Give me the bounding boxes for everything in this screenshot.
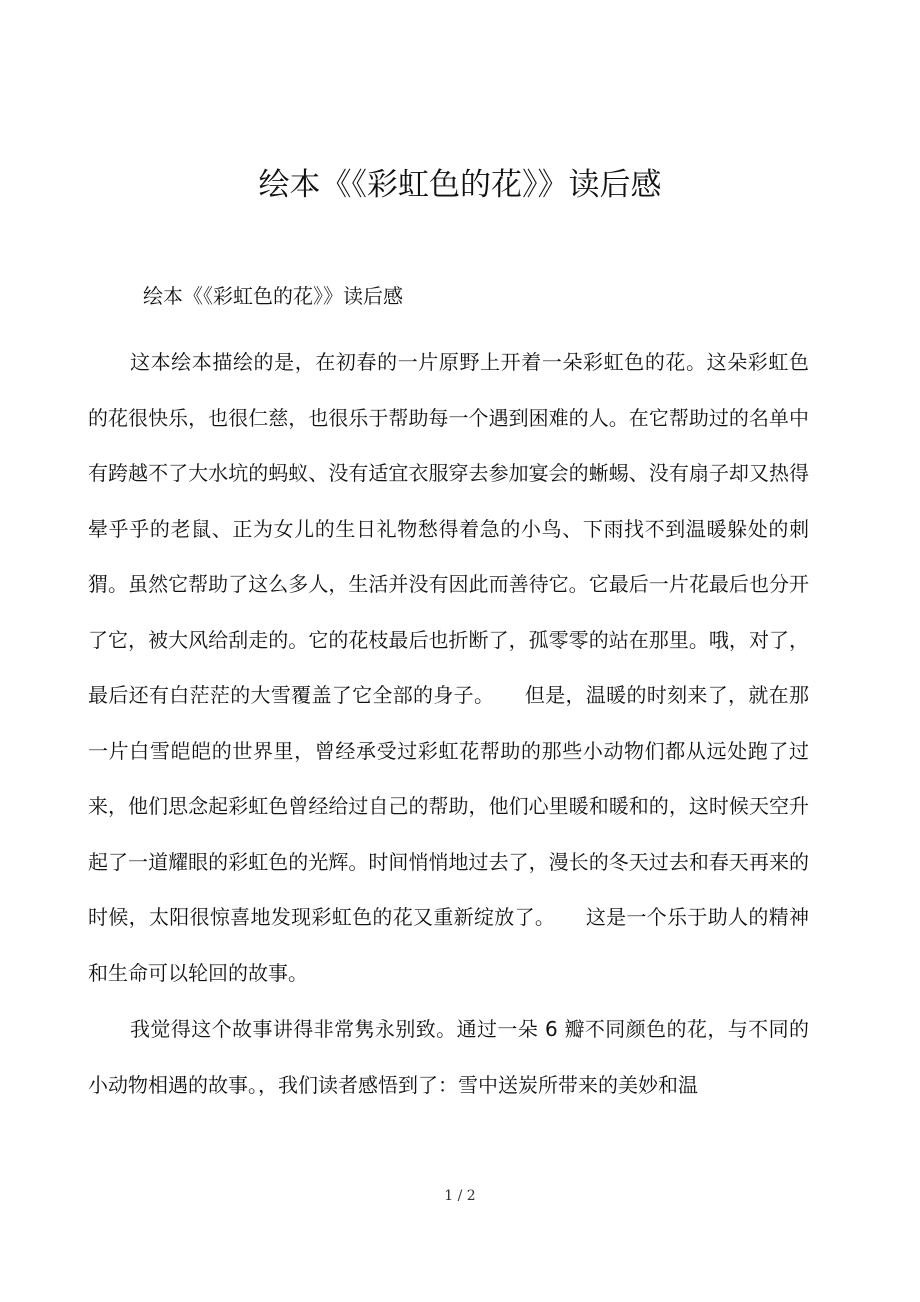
paragraph-story-summary: 这本绘本描绘的是，在初春的一片原野上开着一朵彩虹色的花。这朵彩虹色的花很快乐，也很仁慈，也很乐于帮助每一个遇到困难的人。在它帮助过的名单中有跨越不了大水坑的蚂蚁、没有适宜衣服穿去参加宴会的蜥蜴、没有扇子却又热得晕乎乎的老鼠、正为女儿的生日礼物愁得着急的小鸟、下雨找不到温暖躲处的刺猬。虽然它帮助了这么多人，生活并没有因此而善待它。它最后一片花最后也分开了它，被大风给刮走的。它的花枝最后也折断了，孤零零的站在那里。哦，对了，最后还有白茫茫的大雪覆盖了它全部的身子。 但是，温暖的时刻来了，就在那一片白雪皑皑的世界里，曾经承受过彩虹花帮助的那些小动物们都从远处跑了过来，他们思念起彩虹色曾经给过自己的帮助，他们心里暖和暖和的，这时候天空升起了一道耀眼的彩虹色的光辉。时间悄悄地过去了，漫长的冬天过去和春天再来的时候，太阳很惊喜地发现彩虹色的花又重新绽放了。 这是一个乐于助人的精神和生命可以轮回的故事。 bbox=[88, 350, 809, 985]
document-body bbox=[88, 335, 809, 1113]
page-number: 1 / 2 bbox=[444, 1188, 476, 1204]
document-title: 绘本《《彩虹色的花》》读后感 bbox=[258, 167, 662, 203]
document-subtitle: 绘本《《彩虹色的花》》读后感 bbox=[143, 284, 403, 308]
paragraph-reflection: 我觉得这个故事讲得非常隽永别致。通过一朵 6 瓣不同颜色的花，与不同的小动物相遇的故事。，我们读者感悟到了：雪中送炭所带来的美妙和温 bbox=[88, 1017, 809, 1097]
